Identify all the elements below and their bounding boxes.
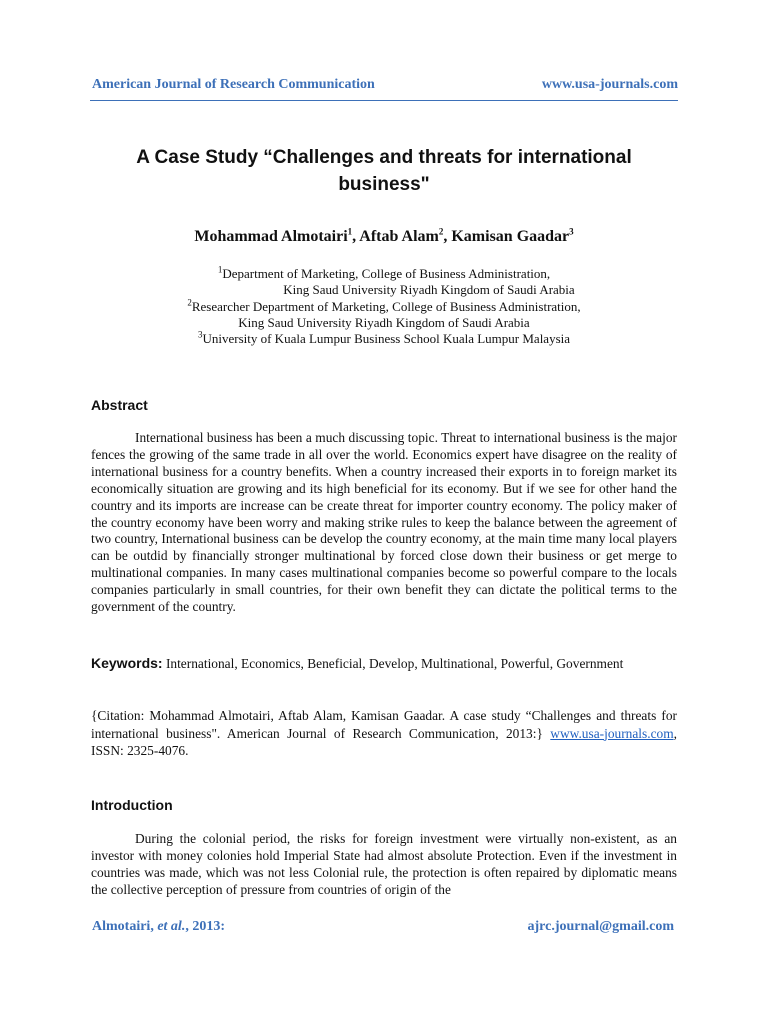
- keywords-text: International, Economics, Beneficial, Develop, Multinational, Powerful, Government: [165, 656, 624, 671]
- author-name: Kamisan Gaadar: [451, 228, 570, 245]
- keywords-label: Keywords:: [91, 655, 163, 671]
- author-name: Aftab Alam: [359, 228, 439, 245]
- introduction-heading: Introduction: [91, 797, 173, 813]
- paper-title: [90, 144, 678, 198]
- title-line-2: business": [338, 174, 430, 195]
- citation-link[interactable]: www.usa-journals.com: [550, 725, 674, 741]
- introduction-body: [91, 831, 677, 899]
- author-sup: 2: [438, 226, 444, 237]
- affiliation-1: $^1$Department of Marketing, College of Business Administration, King Saud University Riyadh Kingdom of Saudi Arabia: [217, 264, 575, 297]
- author-sup: 3: [569, 226, 574, 237]
- journal-website[interactable]: www.usa-journals.com: [541, 77, 678, 92]
- keywords: [91, 654, 677, 673]
- affiliation-2: $^2$Researcher Department of Marketing, College of Business Administration, King Saud University Riyadh Kingdom of Saudi Arabia: [187, 297, 581, 330]
- footer-email[interactable]: ajrc.journal@gmail.com: [527, 919, 674, 934]
- title-line-1: A Case Study “Challenges and threats for international: [136, 147, 632, 168]
- header-divider: [90, 100, 678, 101]
- introduction-text: During the colonial period, the risks for foreign investment were virtually non-existent, as an investor with money colonies hold Imperial State had almost absolute Protection. Even if the investment in countries was made, which was not less Colonial rule, the protection is often repaired by diplomatic means the collective perception of pressure from countries of origin of the: [91, 831, 677, 897]
- running-header: [92, 77, 678, 95]
- author-name: Mohammad Almotairi: [194, 228, 348, 245]
- author-list: Mohammad Almotairi$^1$, Aftab Alam$^2$, Kamisan Gaadar$^3$: [194, 226, 574, 245]
- citation-text: {Citation: Mohammad Almotairi, Aftab Alam, Kamisan Gaadar. A case study “Challenges and threats for international business". American Journal of Research Communication, 2013:}: [91, 708, 677, 741]
- affiliation-3: $^3$University of Kuala Lumpur Business School Kuala Lumpur Malaysia: [197, 329, 571, 346]
- abstract-text: International business has been a much discussing topic. Threat to international business is the major fences the growing of the same trade in all over the world. Economics expert have disagree on the reality of international business for a country benefits. When a country increased their exports in to foreign market its economically situation are growing and its high beneficial for its economy. But if we see for other hand the country and its imports are increase can be create threat for importer country economy. The policy maker of the country economy have been worry and making strike rules to keep the balance between the agreement of two country, International business can be develop the country economy, at the main time many local players can be outdid by financially stronger multinational by forced close down their business or get merge to multinational companies. In many cases multinational companies become so powerful compare to the locals companies particularly in small countries, for their own benefit they can dictate the political terms to the government of the country.: [91, 430, 677, 615]
- citation-issn: , ISSN: 2325-4076.: [91, 725, 677, 758]
- author-sup: 1: [347, 226, 353, 237]
- running-footer: [92, 919, 674, 937]
- abstract-heading: Abstract: [91, 397, 148, 413]
- footer-citation: Almotairi, et al., 2013:: [92, 919, 225, 934]
- citation: [91, 707, 677, 760]
- abstract-body: [91, 430, 677, 616]
- journal-name: American Journal of Research Communication: [92, 77, 375, 92]
